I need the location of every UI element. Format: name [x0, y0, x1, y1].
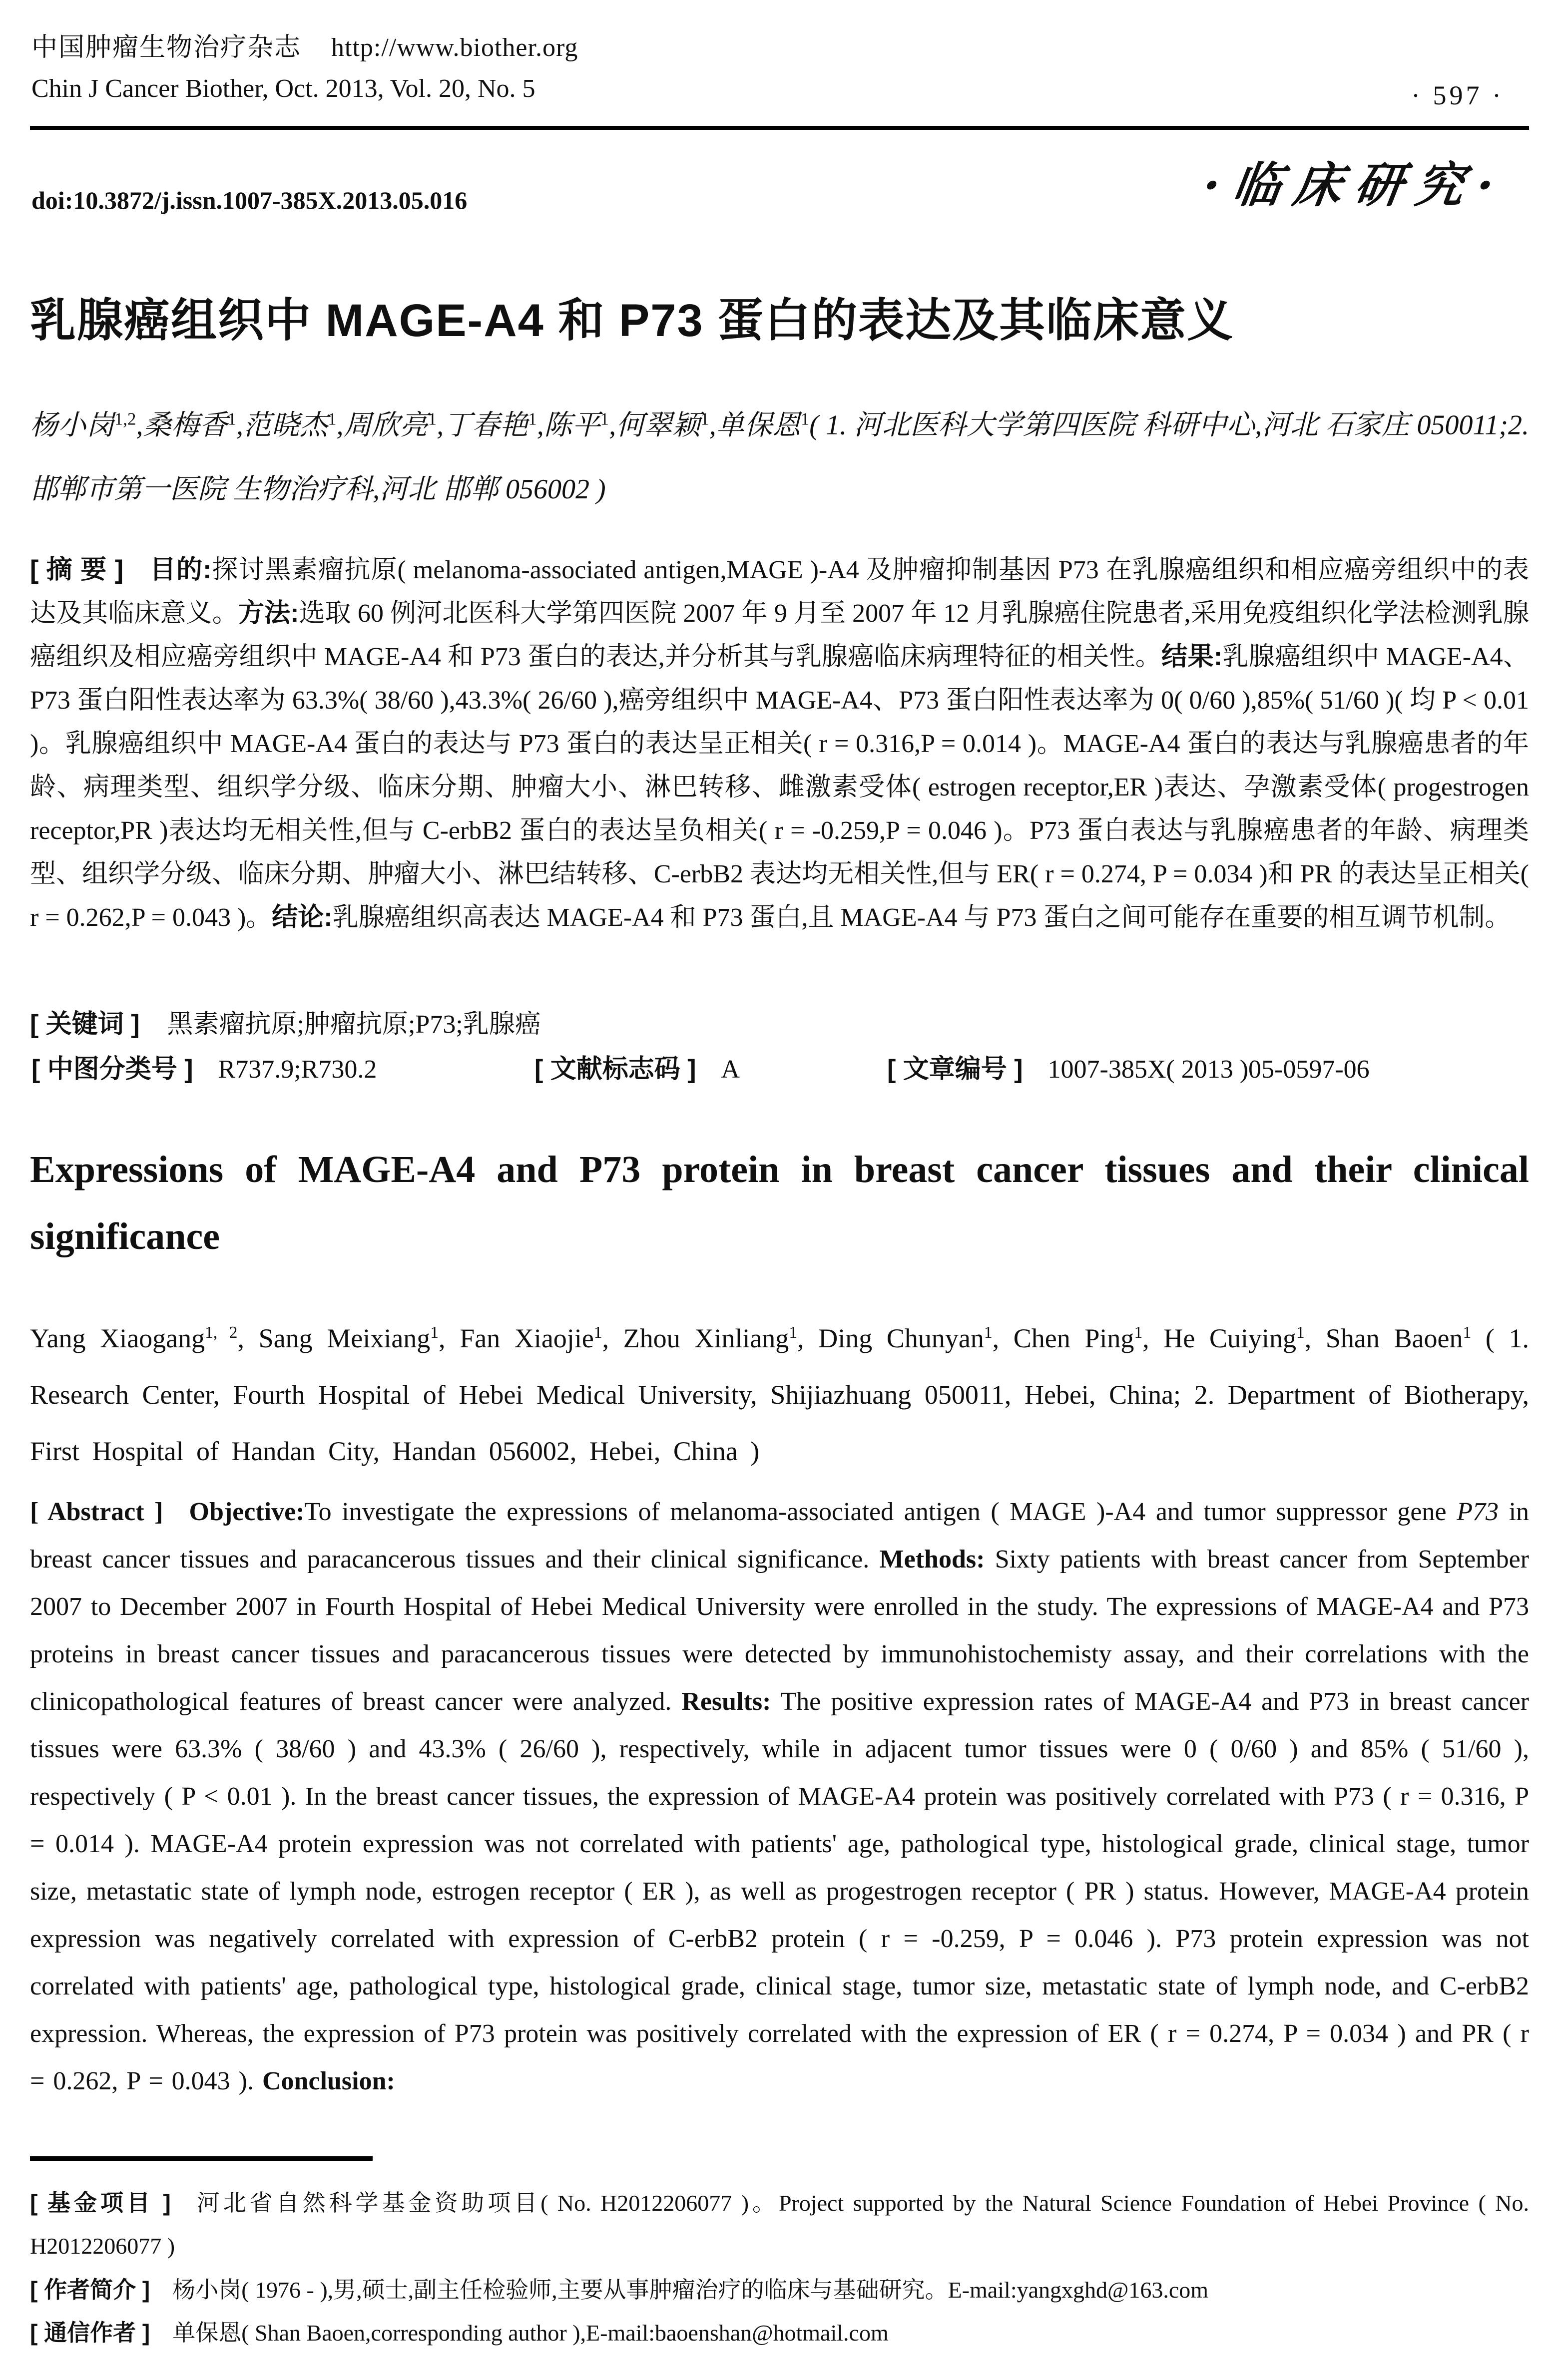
article-title-cn: 乳腺癌组织中 MAGE-A4 和 P73 蛋白的表达及其临床意义 [30, 295, 1234, 346]
journal-name-cn: 中国肿瘤生物治疗杂志 [31, 33, 302, 62]
author-en: Fan Xiaojie$^1$, [460, 1323, 623, 1353]
objective-label-en: Objective: [189, 1498, 305, 1526]
doi-line: doi:10.3872/j.issn.1007-385X.2013.05.016 [31, 186, 468, 214]
author-sup: 1 [600, 409, 609, 428]
objective-text-cn: 探讨黑素瘤抗原( melanoma-associated antigen,MAGE )-A4 及肿瘤抑制基因 P73 在乳腺癌组织和相应癌旁组织中的表达及其临床意义。 [30, 556, 1529, 628]
keywords-label: [ 关键词 ] [30, 1010, 140, 1039]
keywords-text: 黑素瘤抗原;肿瘤抗原;P73;乳腺癌 [167, 1010, 541, 1039]
abstract-cn [30, 548, 1529, 939]
author-sup: 1, 2 [205, 1323, 238, 1342]
authors-en [30, 1304, 1529, 1480]
footnote-fund [30, 2181, 1529, 2268]
author-cn: 何翠颖$^1$, [616, 409, 716, 441]
corr-text: 单保恩( Shan Baoen,corresponding author ),E-mail:baoenshan@hotmail.com [172, 2320, 889, 2346]
author-cn: 桑梅香$^1$, [143, 409, 243, 441]
article-title-en: Expressions of MAGE-A4 and P73 protein in breast cancer tissues and their clinical significance [30, 1149, 1529, 1257]
bio-label: [ 作者简介 ] [30, 2277, 150, 2303]
article-id-label: [ 文章编号 ] [887, 1055, 1023, 1084]
author-sup: 1 [428, 409, 437, 428]
doc-code-value: A [721, 1055, 740, 1084]
results-text-cn: 乳腺癌组织中 MAGE-A4、P73 蛋白阳性表达率为 63.3%( 38/60 ),43.3%( 26/60 ),癌旁组织中 MAGE-A4、P73 蛋白阳性表达率为 0( 0/60 ),85%( 51/60 )( 均 P < 0.01 )。乳腺癌组织中 MAGE-A4 蛋白的表达与 P73 蛋白的表达呈正相关( r = 0.316,P = 0.014 )。MAGE-A4 蛋白的表达与乳腺癌患者的年龄、病理类型、组织学分级、临床分期、肿瘤大小、淋巴转移、雌激素受体( estrogen receptor,ER )表达、孕激素受体( progestrogen receptor,PR )表达均无相关性,但与 C-erbB2 蛋白的表达呈负相关( r = -0.259,P = 0.046 )。P73 蛋白表达与乳腺癌患者的年龄、病理类型、组织学分级、临床分期、肿瘤大小、淋巴结转移、C-erbB2 表达均无相关性,但与 ER( r = 0.274, P = 0.034 )和 PR 的表达呈正相关( r = 0.262,P = 0.043 )。 [30, 643, 1529, 932]
author-en: Sang Meixiang$^1$, [258, 1323, 460, 1353]
methods-label-en: Methods: [879, 1545, 985, 1574]
author-cn: 杨小岗$^{1,2}$, [30, 409, 143, 441]
author-sup: 1 [593, 1323, 602, 1342]
author-sup: 1 [227, 409, 236, 428]
footnote-rule [30, 2156, 373, 2161]
author-sup: 1 [430, 1323, 439, 1342]
journal-header-line2: Chin J Cancer Biother, Oct. 2013, Vol. 20, No. 5 [31, 74, 535, 103]
author-cn: 陈平$^1$, [543, 409, 616, 441]
author-sup: 1 [328, 409, 337, 428]
doc-code-label: [ 文献标志码 ] [534, 1055, 696, 1084]
authors-cn [30, 387, 1529, 521]
methods-label-cn: 方法: [238, 599, 299, 628]
conclusion-label-en: Conclusion: [262, 2067, 395, 2095]
results-text-en: The positive expression rates of MAGE-A4 and P73 in breast cancer tissues were 63.3% ( 38/60 ) and 43.3% ( 26/60 ), respectively, while in adjacent tumor tissues were 0 ( 0/60 ) and 85% ( 51/60 ), respectively ( P < 0.01 ). In the breast cancer tissues, the expression of MAGE-A4 protein was positively correlated with P73 ( r = 0.316, P = 0.014 ). MAGE-A4 protein expression was not correlated with patients' age, pathological type, histological grade, clinical stage, tumor size, metastatic state of lymph node, estrogen receptor ( ER ), as well as progestrogen receptor ( PR ) status. However, MAGE-A4 protein expression was negatively correlated with expression of C-erbB2 protein ( r = -0.259, P = 0.046 ). P73 protein expression was not correlated with patients' age, pathological type, histological grade, clinical stage, tumor size, metastatic state of lymph node, and C-erbB2 expression. Whereas, the expression of P73 protein was positively correlated with the expression of ER ( r = 0.274, P = 0.034 ) and PR ( r = 0.262, P = 0.043 ). [30, 1687, 1529, 2095]
author-sup: 1 [984, 1323, 993, 1342]
fund-label: [ 基金项目 ] [30, 2190, 171, 2216]
author-en: Zhou Xinliang$^1$, [623, 1323, 819, 1353]
objective-text-en-rest: in breast cancer tissues and paracancerous tissues and their clinical significance. [30, 1498, 1530, 1574]
clc-value: R737.9;R730.2 [218, 1055, 377, 1084]
classification-line [0, 1048, 1559, 1088]
doc-code-group [534, 1048, 740, 1085]
journal-header-line1 [31, 26, 578, 63]
header-rule [30, 126, 1529, 130]
author-cn: 周欣亮$^1$, [343, 409, 444, 441]
journal-url: http://www.biother.org [331, 33, 578, 62]
author-en: He Cuiying$^1$, [1163, 1323, 1326, 1353]
conclusion-label-cn: 结论: [272, 903, 333, 932]
author-sup: 1 [800, 409, 810, 428]
article-id-value: 1007-385X( 2013 )05-0597-06 [1047, 1055, 1370, 1084]
author-cn: 单保恩$^1$ [716, 409, 810, 441]
clc-group [31, 1048, 377, 1085]
author-en: Yang Xiaogang$^{1, 2}$, [30, 1323, 259, 1353]
author-sup: 1 [700, 409, 709, 428]
affiliation-cn: ( 1. 河北医科大学第四医院 科研中心,河北 石家庄 050011;2. 邯郸市第一医院 生物治疗科,河北 邯郸 056002 ) [30, 409, 1530, 505]
footnote-author-bio [30, 2268, 1529, 2312]
objective-text-en: To investigate the expressions of melanoma-associated antigen ( MAGE )-A4 and tumor suppressor gene [304, 1498, 1457, 1526]
author-cn: 范晓杰$^1$, [243, 409, 344, 441]
keywords-line [30, 1003, 1529, 1040]
author-sup: 1,2 [114, 409, 136, 428]
author-cn: 丁春艳$^1$, [444, 409, 544, 441]
methods-text-cn: 选取 60 例河北医科大学第四医院 2007 年 9 月至 2007 年 12 月乳腺癌住院患者,采用免疫组织化学法检测乳腺癌组织及相应癌旁组织中 MAGE-A4 和 P73 蛋白的表达,并分析其与乳腺癌临床病理特征的相关性。 [30, 599, 1529, 671]
results-label-cn: 结果: [1161, 642, 1223, 671]
fund-text: 河北省自然科学基金资助项目( No. H2012206077 )。Project supported by the Natural Science Foundation of Hebei Province ( No. H2012206077 ) [30, 2190, 1530, 2259]
author-en: Shan Baoen$^1$ [1325, 1323, 1472, 1353]
author-en: Chen Ping$^1$, [1013, 1323, 1164, 1353]
author-sup: 1 [789, 1323, 798, 1342]
abstract-en [30, 1488, 1529, 2105]
abstract-cn-label: [ 摘 要 ] [30, 555, 124, 584]
author-sup: 1 [528, 409, 537, 428]
author-en: Ding Chunyan$^1$, [818, 1323, 1014, 1353]
author-sup: 1 [1463, 1323, 1472, 1342]
author-sup: 1 [1296, 1323, 1305, 1342]
bio-text: 杨小岗( 1976 - ),男,硕士,副主任检验师,主要从事肿瘤治疗的临床与基础研究。E-mail:yangxghd@163.com [172, 2277, 1209, 2303]
gene-name-italic: P73 [1457, 1498, 1499, 1526]
page-number: · 597 · [1411, 80, 1504, 110]
abstract-en-label: [ Abstract ] [30, 1498, 163, 1526]
methods-text-en: Sixty patients with breast cancer from September 2007 to December 2007 in Fourth Hospital of Hebei Medical University were enrolled in the study. The expressions of MAGE-A4 and P73 proteins in breast cancer tissues and paracancerous tissues were detected by immunohistochemisty assay, and their correlations with the clinicopathological features of breast cancer were analyzed. [30, 1545, 1529, 1716]
footnote-corresponding-author [30, 2311, 1529, 2355]
corr-label: [ 通信作者 ] [30, 2320, 150, 2346]
column-badge-clinical-research: ·临床研究· [1199, 157, 1511, 213]
objective-label-cn: 目的: [149, 555, 212, 584]
affiliation-en: ( 1. Research Center, Fourth Hospital of Hebei Medical University, Shijiazhuang 050011, Hebei, China; 2. Department of Biotherapy, First Hospital of Handan City, Handan 056002, Hebei, China ) [30, 1323, 1530, 1466]
results-label-en: Results: [681, 1687, 771, 1716]
conclusion-text-cn: 乳腺癌组织高表达 MAGE-A4 和 P73 蛋白,且 MAGE-A4 与 P73 蛋白之间可能存在重要的相互调节机制。 [332, 903, 1511, 932]
article-id-group [887, 1048, 1370, 1085]
author-sup: 1 [1134, 1323, 1143, 1342]
clc-label: [ 中图分类号 ] [31, 1055, 193, 1084]
